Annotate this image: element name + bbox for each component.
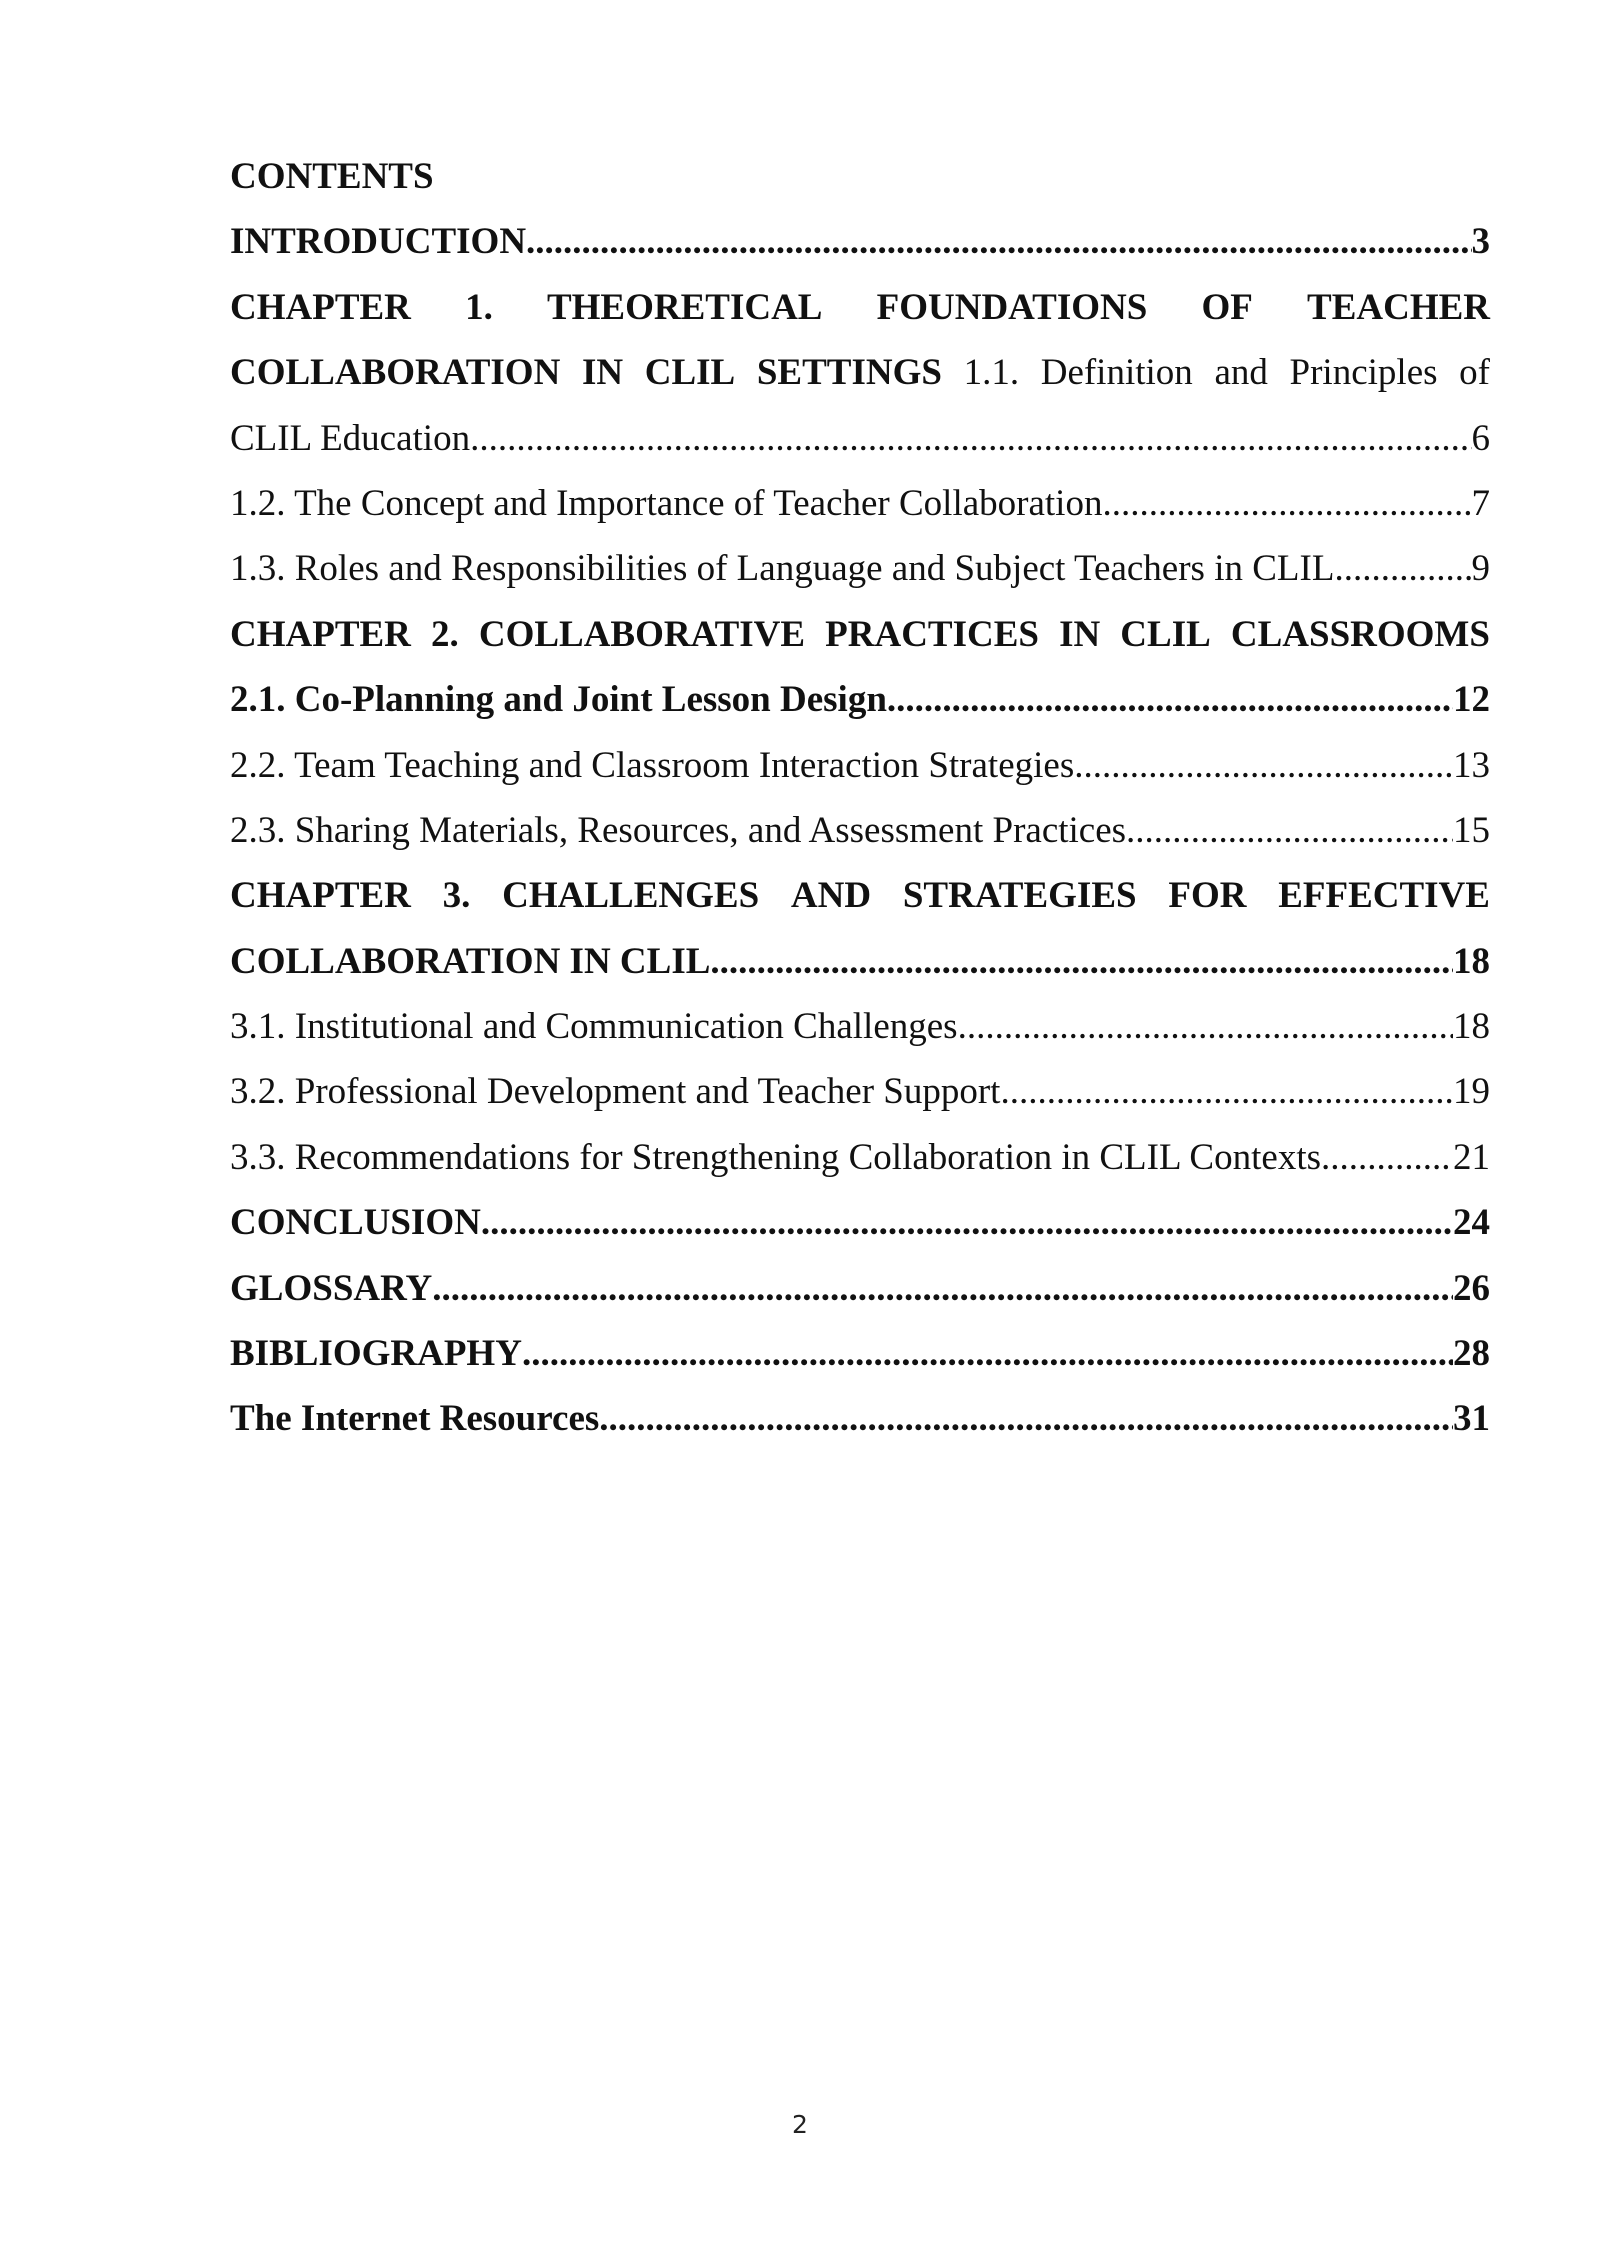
chapter2-word: 2. <box>431 613 459 655</box>
toc-page-number: 9 <box>1471 548 1490 590</box>
chapter2-word: PRACTICES <box>825 613 1039 655</box>
toc-page-number: 28 <box>1453 1333 1490 1375</box>
toc-leader-dots <box>1102 471 1471 536</box>
toc-label: CONCLUSION <box>230 1202 481 1244</box>
chapter2-word: CHAPTER <box>230 613 411 655</box>
toc-label: BIBLIOGRAPHY <box>230 1333 522 1375</box>
toc-label: 3.1. Institutional and Communication Challenges <box>230 1006 958 1048</box>
chapter1-word: SETTINGS <box>756 352 942 394</box>
section-1-1-word: of <box>1459 352 1490 394</box>
chapter3-word: 3. <box>442 875 471 917</box>
chapter1-word: CHAPTER <box>230 286 411 328</box>
toc-leader-dots <box>1126 798 1453 863</box>
chapter3-title-line1[interactable] <box>230 863 1490 928</box>
toc-entry-1-2[interactable] <box>230 471 1490 536</box>
toc-label: CLIL Education <box>230 417 471 459</box>
toc-label: COLLABORATION IN CLIL <box>230 940 711 982</box>
chapter1-word: FOUNDATIONS <box>876 286 1148 328</box>
toc-page-number: 19 <box>1453 1071 1490 1113</box>
chapter2-word: IN <box>1059 613 1101 655</box>
toc-leader-dots <box>522 1321 1453 1386</box>
toc-leader-dots <box>432 1256 1453 1321</box>
toc-page-number: 31 <box>1453 1398 1490 1440</box>
chapter1-word: 1. <box>465 286 493 328</box>
toc-leader-dots <box>710 929 1453 994</box>
toc-page-number: 26 <box>1453 1267 1490 1309</box>
chapter3-word: STRATEGIES <box>902 875 1137 917</box>
toc-label: The Internet Resources <box>230 1398 600 1440</box>
chapter2-word: CLIL <box>1120 613 1211 655</box>
toc-page-number: 7 <box>1471 482 1490 524</box>
chapter2-word: CLASSROOMS <box>1230 613 1490 655</box>
chapter1-word: THEORETICAL <box>546 286 823 328</box>
toc-leader-dots <box>526 209 1471 274</box>
toc-leader-dots <box>1074 733 1453 798</box>
toc-entry-introduction[interactable] <box>230 209 1490 274</box>
chapter1-word: IN <box>581 352 624 394</box>
toc-entry-3-3[interactable] <box>230 1125 1490 1190</box>
toc-label: 1.2. The Concept and Importance of Teacher Collaboration <box>230 482 1103 524</box>
toc-page-number: 6 <box>1471 417 1490 459</box>
toc-page-number: 24 <box>1453 1202 1490 1244</box>
chapter3-word: CHALLENGES <box>502 875 760 917</box>
toc-page-number: 15 <box>1453 809 1490 851</box>
toc-entry-3-2[interactable] <box>230 1059 1490 1124</box>
toc-leader-dots <box>1321 1125 1453 1190</box>
chapter1-word: TEACHER <box>1307 286 1490 328</box>
toc-entry-1-1[interactable] <box>230 406 1490 471</box>
toc-leader-dots <box>887 667 1453 732</box>
chapter3-word: EFFECTIVE <box>1278 875 1490 917</box>
chapter1-title-line1[interactable] <box>230 275 1490 340</box>
toc-label: 3.2. Professional Development and Teacher Support <box>230 1071 1001 1113</box>
toc-entry-glossary[interactable] <box>230 1256 1490 1321</box>
toc-leader-dots <box>958 994 1453 1059</box>
toc-entry-internet-resources[interactable] <box>230 1386 1490 1451</box>
toc-entry-bibliography[interactable] <box>230 1321 1490 1386</box>
chapter1-title-line2[interactable] <box>230 340 1490 405</box>
chapter2-word: COLLABORATIVE <box>478 613 806 655</box>
toc-leader-dots <box>599 1386 1453 1451</box>
toc-leader-dots <box>1000 1059 1453 1124</box>
chapter3-word: FOR <box>1168 875 1247 917</box>
toc-entry-3-1[interactable] <box>230 994 1490 1059</box>
toc-leader-dots <box>470 406 1471 471</box>
page-number: 2 <box>792 2110 808 2139</box>
chapter3-word: CHAPTER <box>230 875 411 917</box>
toc-leader-dots <box>481 1190 1453 1255</box>
toc-entry-1-3[interactable] <box>230 536 1490 601</box>
chapter3-word: AND <box>790 875 872 917</box>
section-1-1-word: Definition <box>1040 352 1193 394</box>
toc-page-number: 18 <box>1453 940 1490 982</box>
section-1-1-word: and <box>1214 352 1268 394</box>
toc-label: GLOSSARY <box>230 1267 433 1309</box>
chapter1-word: COLLABORATION <box>230 352 561 394</box>
toc-page-number: 3 <box>1471 221 1490 263</box>
toc-entry-chapter3[interactable] <box>230 929 1490 994</box>
toc-entry-2-2[interactable] <box>230 733 1490 798</box>
section-1-1-word: 1.1. <box>963 352 1020 394</box>
toc-label: 2.1. Co-Planning and Joint Lesson Design <box>230 679 887 721</box>
contents-heading: CONTENTS <box>230 156 434 197</box>
section-1-1-word: Principles <box>1289 352 1438 394</box>
toc-label: 3.3. Recommendations for Strengthening Collaboration in CLIL Contexts <box>230 1136 1321 1178</box>
toc-label: 1.3. Roles and Responsibilities of Language and Subject Teachers in CLIL <box>230 548 1335 590</box>
table-of-contents <box>230 144 1490 1452</box>
chapter1-word: CLIL <box>644 352 736 394</box>
toc-label: 2.2. Team Teaching and Classroom Interaction Strategies <box>230 744 1075 786</box>
toc-page-number: 21 <box>1453 1136 1490 1178</box>
toc-entry-2-3[interactable] <box>230 798 1490 863</box>
toc-label: INTRODUCTION <box>230 221 527 263</box>
toc-page-number: 13 <box>1453 744 1490 786</box>
toc-leader-dots <box>1334 536 1471 601</box>
toc-page-number: 18 <box>1453 1006 1490 1048</box>
toc-page-number: 12 <box>1453 679 1490 721</box>
toc-label: 2.3. Sharing Materials, Resources, and Assessment Practices <box>230 809 1127 851</box>
chapter2-title-line[interactable] <box>230 602 1490 667</box>
toc-entry-conclusion[interactable] <box>230 1190 1490 1255</box>
toc-entry-2-1[interactable] <box>230 667 1490 732</box>
chapter1-word: OF <box>1201 286 1253 328</box>
